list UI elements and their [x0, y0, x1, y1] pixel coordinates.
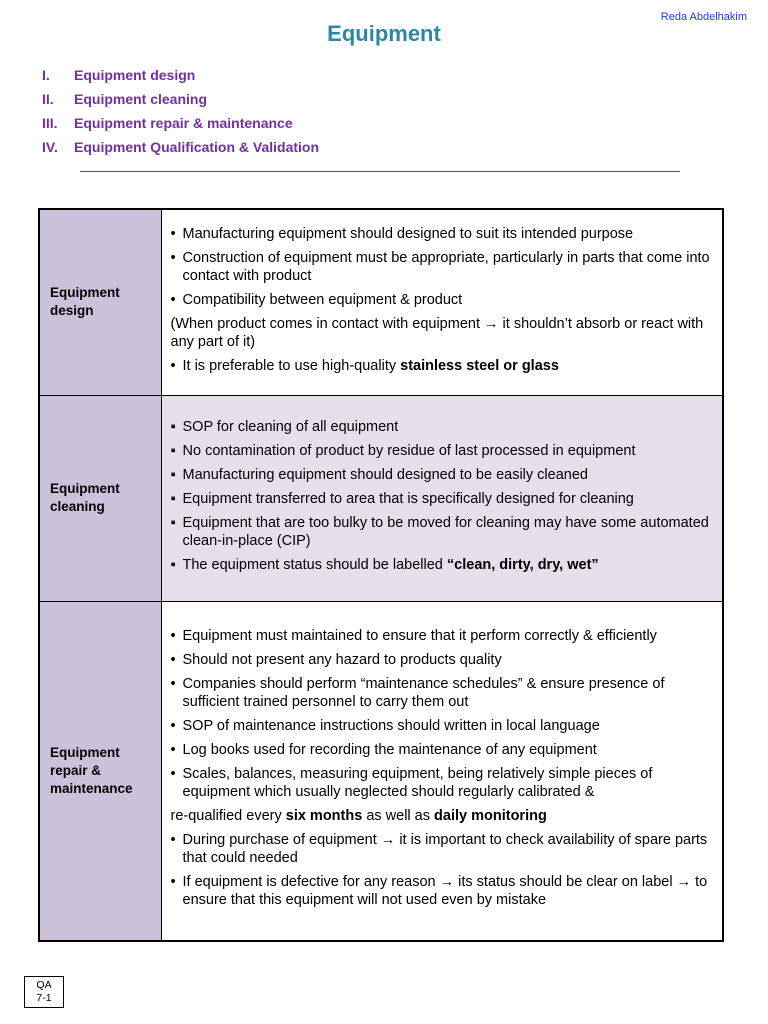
- arrow-icon: →: [676, 874, 692, 891]
- row-content: [161, 395, 723, 601]
- row-label: Equipment cleaning: [39, 395, 161, 601]
- bullet-icon: •: [170, 249, 176, 266]
- row-content: [161, 601, 723, 941]
- square-bullet-icon: ▪: [170, 556, 176, 573]
- bullet-point: ▪ Equipment that are too bulky to be moved for cleaning may have some automated clean-in-place (CIP): [170, 514, 709, 549]
- square-bullet-icon: ▪: [170, 466, 176, 483]
- bullet-icon: •: [170, 628, 176, 645]
- toc-item: [42, 67, 319, 91]
- toc-item: [42, 115, 319, 139]
- bullet-icon: •: [170, 742, 176, 759]
- square-bullet-icon: ▪: [170, 418, 176, 435]
- page-number-box: [24, 976, 64, 1008]
- row-label: Equipment repair & maintenance: [39, 601, 161, 941]
- bullet-point: • Log books used for recording the maintenance of any equipment: [170, 742, 597, 759]
- bullet-point: • Construction of equipment must be appropriate, particularly in parts that come into contact with product: [170, 249, 710, 284]
- toc-number: III.: [42, 115, 58, 131]
- table-row-design: [39, 209, 723, 395]
- bullet-point: • Scales, balances, measuring equipment, being relatively simple pieces of equipment which usually neglected should regularly calibrated &: [170, 766, 653, 801]
- toc-number: IV.: [42, 139, 58, 155]
- bullet-icon: •: [170, 676, 176, 693]
- bullet-icon: •: [170, 718, 176, 735]
- row-label: Equipment design: [39, 209, 161, 395]
- row-content: [161, 209, 723, 395]
- bullet-icon: •: [170, 832, 176, 849]
- page-code: QA: [36, 979, 52, 991]
- toc-label: Equipment design: [74, 67, 196, 83]
- toc-number: I.: [42, 67, 50, 83]
- toc-label: Equipment repair & maintenance: [74, 115, 293, 131]
- bullet-point: • Should not present any hazard to products quality: [170, 652, 502, 669]
- arrow-icon: →: [380, 832, 396, 849]
- note-line: (When product comes in contact with equipment → it shouldn’t absorb or react with any part of it): [170, 315, 704, 350]
- bullet-icon: •: [170, 874, 176, 891]
- toc-label: Equipment Qualification & Validation: [74, 139, 320, 155]
- bullet-point: • Manufacturing equipment should designed to suit its intended purpose: [170, 225, 634, 242]
- bullet-icon: •: [170, 291, 176, 308]
- note-line: re-qualified every six months as well as daily monitoring: [170, 808, 547, 825]
- bullet-point: ▪ Manufacturing equipment should designed to be easily cleaned: [170, 466, 588, 483]
- square-bullet-icon: ▪: [170, 490, 176, 507]
- table-row-repair: [39, 601, 723, 941]
- bullet-point: ▪ No contamination of product by residue of last processed in equipment: [170, 442, 636, 459]
- bullet-point: • If equipment is defective for any reason → its status should be clear on label → to ensure that this equipment will not used even by mistake: [170, 874, 708, 909]
- equipment-table: [38, 208, 724, 942]
- toc-item: [42, 91, 319, 115]
- toc-number: II.: [42, 91, 54, 107]
- page-number: 7-1: [36, 992, 52, 1004]
- section-divider: [80, 171, 680, 172]
- arrow-icon: →: [484, 315, 499, 332]
- bullet-point: • SOP of maintenance instructions should written in local language: [170, 718, 600, 735]
- page-title: Equipment: [327, 21, 441, 46]
- bullet-point: • It is preferable to use high-quality stainless steel or glass: [170, 357, 559, 374]
- table-row-cleaning: [39, 395, 723, 601]
- emphasis: daily monitoring: [434, 808, 547, 825]
- bullet-point: ▪ The equipment status should be labelled “clean, dirty, dry, wet”: [170, 556, 599, 573]
- bullet-point: • Compatibility between equipment & product: [170, 291, 463, 308]
- emphasis: six months: [285, 808, 363, 825]
- bullet-icon: •: [170, 766, 176, 783]
- toc-item: [42, 139, 319, 163]
- arrow-icon: →: [439, 874, 455, 891]
- bullet-point: ▪ Equipment transferred to area that is specifically designed for cleaning: [170, 490, 634, 507]
- bullet-point: • During purchase of equipment → it is important to check availability of spare parts that could needed: [170, 832, 708, 867]
- bullet-point: • Companies should perform “maintenance schedules” & ensure presence of sufficient trained personnel to carry them out: [170, 676, 665, 711]
- bullet-point: ▪ SOP for cleaning of all equipment: [170, 418, 399, 435]
- author-name: Reda Abdelhakim: [660, 11, 747, 23]
- emphasis: “clean, dirty, dry, wet”: [446, 556, 599, 573]
- bullet-icon: •: [170, 357, 176, 374]
- bullet-point: • Equipment must maintained to ensure that it perform correctly & efficiently: [170, 628, 657, 645]
- bullet-icon: •: [170, 652, 176, 669]
- toc-label: Equipment cleaning: [74, 91, 208, 107]
- emphasis: stainless steel or glass: [400, 357, 559, 374]
- square-bullet-icon: ▪: [170, 442, 176, 459]
- bullet-icon: •: [170, 225, 176, 242]
- table-of-contents: [42, 67, 319, 163]
- square-bullet-icon: ▪: [170, 514, 176, 531]
